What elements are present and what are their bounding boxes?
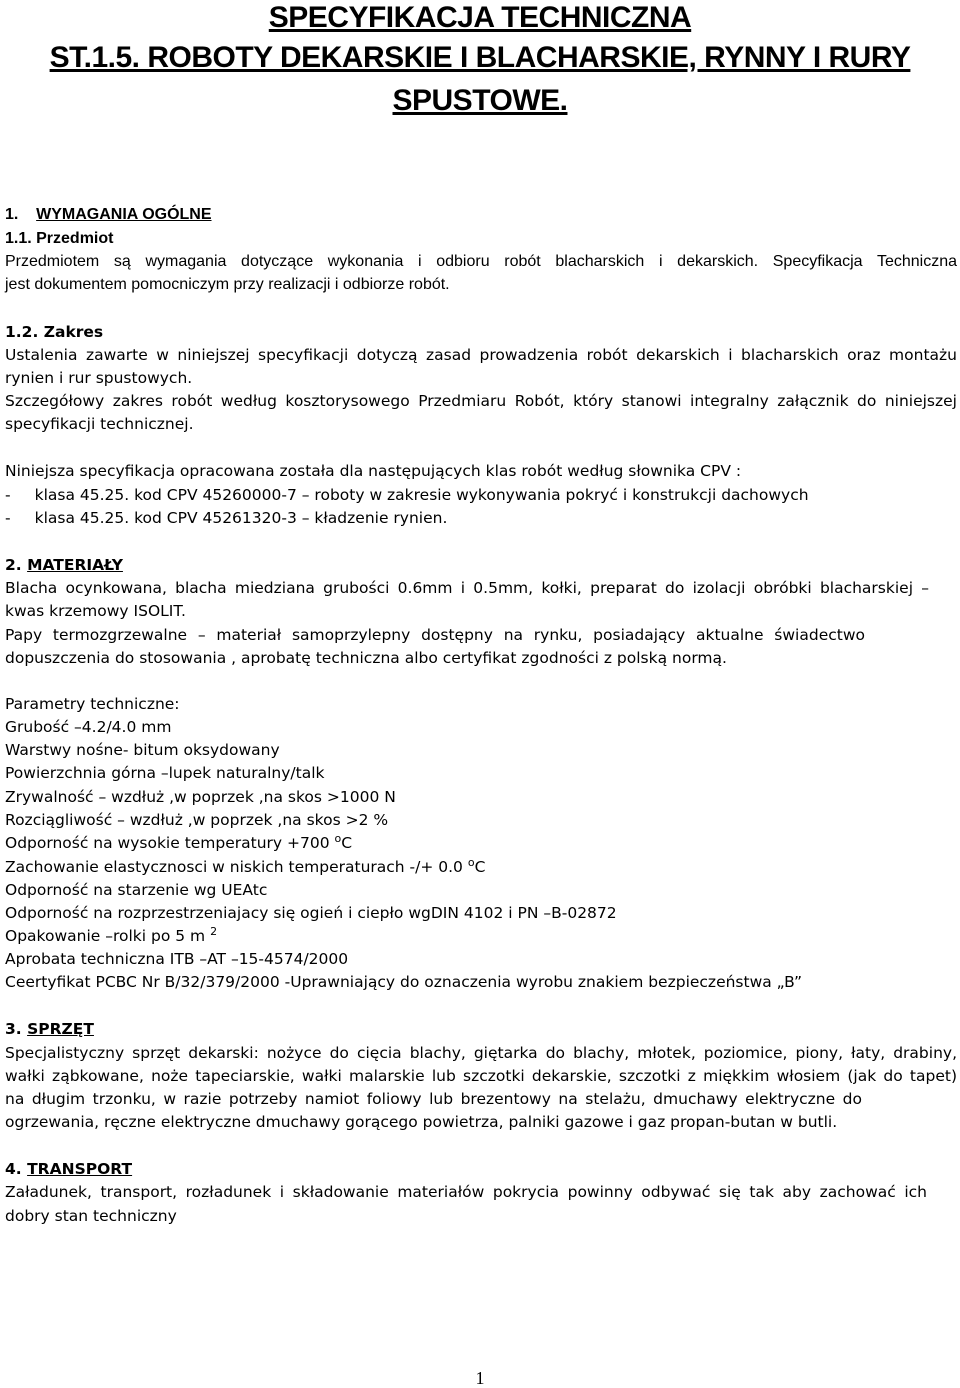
transport-text-line: dobry stan techniczny xyxy=(5,1207,177,1225)
section-4-title: TRANSPORT xyxy=(27,1160,133,1178)
degree-superscript: o xyxy=(467,855,475,869)
materials-text-line: dopuszczenia do stosowania , aprobatę techniczna albo certyfikat zgodności z polską normą. xyxy=(5,649,727,667)
parameters-heading: Parametry techniczne: xyxy=(5,695,180,713)
section-2-number: 2. xyxy=(5,556,22,574)
parameter-text: Opakowanie –rolki po 5 m xyxy=(5,927,211,945)
transport-text-line: Załadunek, transport, rozładunek i składowanie materiałów pokrycia powinny odbywać się tak aby zachować ich xyxy=(5,1183,927,1201)
subsection-1-1-heading: 1.1. Przedmiot xyxy=(5,230,114,247)
subsection-1-2-heading: 1.2. Zakres xyxy=(5,323,104,341)
cpv-item-text: klasa 45.25. kod CPV 45260000-7 – roboty w zakresie wykonywania pokryć i konstrukcji dachowych xyxy=(34,486,809,504)
parameter-item: Aprobata techniczna ITB –AT –15-4574/2000 xyxy=(5,950,349,968)
materials-text-line: Papy termozgrzewalne – materiał samoprzylepny dostępny na rynku, posiadający aktualne świadectwo xyxy=(5,626,865,644)
parameter-text: Odporność na wysokie temperatury +700 xyxy=(5,834,335,852)
parameter-text: Zachowanie elastycznosci w niskich temperaturach -/+ 0.0 xyxy=(5,858,468,876)
equipment-text-line: ogrzewania, ręczne elektryczne dmuchawy gorącego powietrza, palniki gazowe i gaz propan-butan w butli. xyxy=(5,1113,838,1131)
parameter-item xyxy=(5,832,352,854)
equipment-text-line: Specjalistyczny sprzęt dekarski: nożyce do cięcia blachy, giętarka do blachy, młotek, poziomice, piony, łaty, drabiny, xyxy=(5,1044,957,1062)
subsection-1-1-text-line: Przedmiotem są wymagania dotyczące wykonania i odbioru robót blacharskich i dekarskich. Specyfikacja Techniczna xyxy=(5,253,957,270)
parameter-item: Ceertyfikat PCBC Nr B/32/379/2000 -Uprawniający do oznaczenia wyrobu znakiem bezpieczeństwa „B” xyxy=(5,973,802,991)
area-superscript: 2 xyxy=(210,924,218,938)
cpv-dash: - xyxy=(5,486,11,504)
parameter-item xyxy=(5,925,217,947)
section-2-title: MATERIAŁY xyxy=(27,556,123,574)
subsection-1-2-text-line: Ustalenia zawarte w niniejszej specyfikacji dotyczą zasad prowadzenia robót dekarskich i blacharskich oraz montażu xyxy=(5,346,957,364)
cpv-intro: Niniejsza specyfikacja opracowana została dla następujących klas robót według słownika CPV : xyxy=(5,462,742,480)
degree-unit: C xyxy=(474,858,486,876)
section-1-title: WYMAGANIA OGÓLNE xyxy=(36,206,212,223)
section-1-heading xyxy=(5,204,212,226)
section-1-number: 1. xyxy=(5,206,19,223)
cpv-list-item xyxy=(5,484,809,506)
document-title-line-3: SPUSTOWE. xyxy=(392,84,568,117)
cpv-dash: - xyxy=(5,509,11,527)
parameter-item: Powierzchnia górna –lupek naturalny/talk xyxy=(5,764,325,782)
degree-superscript: o xyxy=(334,831,342,845)
parameter-item: Odporność na rozprzestrzeniajacy się ogień i ciepło wgDIN 4102 i PN –B-02872 xyxy=(5,904,617,922)
document-title-line-2: ST.1.5. ROBOTY DEKARSKIE I BLACHARSKIE, RYNNY I RURY xyxy=(49,41,911,74)
section-2-heading xyxy=(5,554,123,576)
degree-unit: C xyxy=(341,834,353,852)
section-4-number: 4. xyxy=(5,1160,22,1178)
cpv-list-item xyxy=(5,507,447,529)
materials-text-line: kwas krzemowy ISOLIT. xyxy=(5,602,186,620)
subsection-1-1-text-line: jest dokumentem pomocniczym przy realizacji i odbiorze robót. xyxy=(5,276,450,293)
equipment-text-line: wałki ząbkowane, noże tapeciarskie, wałki malarskie lub szczotki dekarskie, szczotki z miękkim włosiem (jak do tapet) xyxy=(5,1067,957,1085)
section-3-title: SPRZĘT xyxy=(27,1020,94,1038)
materials-text-line: Blacha ocynkowana, blacha miedziana grubości 0.6mm i 0.5mm, kołki, preparat do izolacji obróbki blacharskiej – xyxy=(5,579,929,597)
section-3-heading xyxy=(5,1018,94,1040)
subsection-1-2-text-line: specyfikacji technicznej. xyxy=(5,415,194,433)
subsection-1-2-text-line: rynien i rur spustowych. xyxy=(5,369,193,387)
parameter-item: Zrywalność – wzdłuż ,w poprzek ,na skos >1000 N xyxy=(5,788,396,806)
cpv-item-text: klasa 45.25. kod CPV 45261320-3 – kładzenie rynien. xyxy=(34,509,448,527)
section-3-number: 3. xyxy=(5,1020,22,1038)
document-title-line-1: SPECYFIKACJA TECHNICZNA xyxy=(268,1,692,34)
section-4-heading xyxy=(5,1158,132,1180)
parameter-item: Rozciągliwość – wzdłuż ,w poprzek ,na skos >2 % xyxy=(5,811,389,829)
parameter-item xyxy=(5,856,485,878)
page-number: 1 xyxy=(475,1368,485,1388)
parameter-item: Grubość –4.2/4.0 mm xyxy=(5,718,172,736)
subsection-1-2-text-line: Szczegółowy zakres robót według kosztorysowego Przedmiaru Robót, który stanowi integralny załącznik do niniejszej xyxy=(5,392,957,410)
equipment-text-line: na długim trzonku, w razie potrzeby namiot foliowy lub brezentowy na stelażu, dmuchawy elektryczne do xyxy=(5,1090,862,1108)
parameter-item: Odporność na starzenie wg UEAtc xyxy=(5,881,268,899)
parameter-item: Warstwy nośne- bitum oksydowany xyxy=(5,741,280,759)
